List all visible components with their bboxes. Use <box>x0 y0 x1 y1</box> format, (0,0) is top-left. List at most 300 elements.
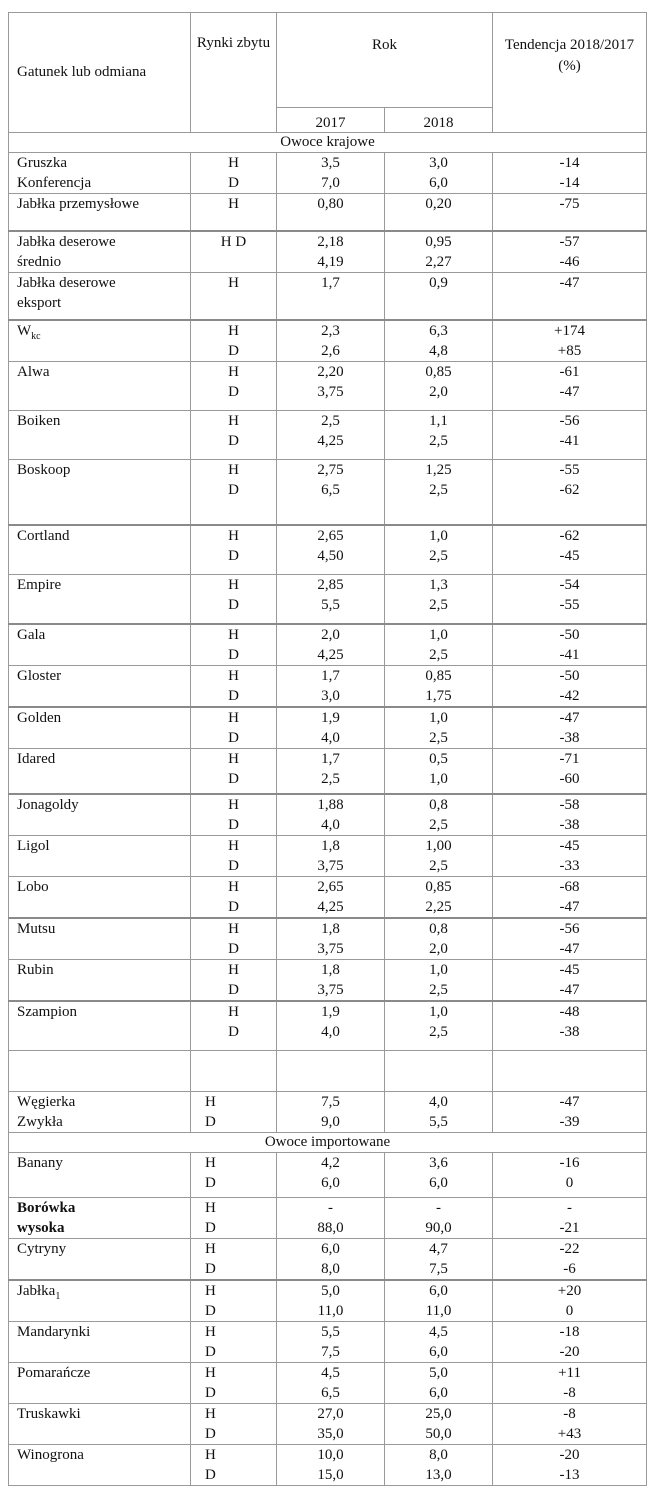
cell-name <box>9 231 191 273</box>
cell-line: 2,5 <box>429 1024 448 1040</box>
table-row <box>9 794 647 836</box>
cell-name <box>9 1198 191 1239</box>
cell-2018 <box>385 877 493 919</box>
cell-2018 <box>385 1322 493 1363</box>
cell-trend <box>493 1198 647 1239</box>
cell-line: Boiken <box>17 413 61 429</box>
cell-line: Gala <box>17 627 46 643</box>
cell-line: 1,00 <box>425 838 452 854</box>
cell-line: -61 <box>559 364 580 380</box>
cell-line: H <box>228 797 239 813</box>
cell-line: -50 <box>559 627 580 643</box>
cell-name <box>9 749 191 795</box>
cell-markets <box>191 411 277 460</box>
cell-line: eksport <box>17 295 62 311</box>
table-row <box>9 525 647 575</box>
cell-line: H <box>228 627 239 643</box>
cell-line: 8,0 <box>429 1447 448 1463</box>
cell-line: 3,75 <box>317 982 344 998</box>
cell-2017 <box>277 1153 385 1198</box>
cell-2017 <box>277 624 385 666</box>
cell-name <box>9 153 191 194</box>
cell-line: Zwykła <box>17 1114 63 1130</box>
cell-line: 3,0 <box>321 688 340 704</box>
section-header <box>9 1133 647 1153</box>
cell-line: 3,0 <box>429 155 448 171</box>
cell-line: -14 <box>559 175 580 191</box>
cell-line: -55 <box>559 462 580 478</box>
cell-line: 3,75 <box>317 384 344 400</box>
table-row <box>9 836 647 877</box>
cell-line: -47 <box>559 384 580 400</box>
cell-2017 <box>277 411 385 460</box>
cell-2017 <box>277 320 385 362</box>
cell-line: 90,0 <box>425 1220 452 1236</box>
cell-line: 1,0 <box>429 771 448 787</box>
cell-line: 2,65 <box>317 528 344 544</box>
cell-line: D <box>228 1024 239 1040</box>
cell-line: Empire <box>17 577 62 593</box>
cell-line: 2,5 <box>429 433 448 449</box>
cell-2017 <box>277 749 385 795</box>
cell-line: H <box>228 921 239 937</box>
cell-line: D <box>228 384 239 400</box>
table-row <box>9 1153 647 1198</box>
cell-line: 2,5 <box>321 413 340 429</box>
cell-line: 1,1 <box>429 413 448 429</box>
cell-2017 <box>277 1001 385 1051</box>
cell-line: Ligol <box>17 838 50 854</box>
cell-line: 4,7 <box>429 1241 448 1257</box>
cell-trend <box>493 575 647 625</box>
cell-markets <box>191 1198 277 1239</box>
cell-line: H <box>228 751 239 767</box>
cell-name <box>9 194 191 232</box>
cell-line: 6,0 <box>429 1283 448 1299</box>
cell-name <box>9 960 191 1002</box>
cell-markets <box>191 231 277 273</box>
cell-line: 1,7 <box>321 275 340 291</box>
table-row <box>9 1363 647 1404</box>
cell-line: 25,0 <box>425 1406 452 1422</box>
cell-2018 <box>385 1198 493 1239</box>
cell-line: 6,0 <box>321 1175 340 1191</box>
table-row <box>9 411 647 460</box>
cell-line: 2,5 <box>429 597 448 613</box>
cell-line: H <box>228 323 239 339</box>
cell-trend <box>493 320 647 362</box>
cell-line: 5,5 <box>321 597 340 613</box>
cell-line: 6,3 <box>429 323 448 339</box>
cell-line: -45 <box>559 548 580 564</box>
cell-markets <box>191 153 277 194</box>
cell-trend <box>493 666 647 708</box>
cell-line: 5,5 <box>321 1324 340 1340</box>
cell-line: -60 <box>559 771 580 787</box>
cell-2017 <box>277 1363 385 1404</box>
cell-2018 <box>385 153 493 194</box>
cell-line: D <box>228 647 239 663</box>
cell-line: 4,0 <box>429 1094 448 1110</box>
cell-line: - <box>328 1200 333 1216</box>
cell-2018 <box>385 1153 493 1198</box>
header-year: Rok <box>277 13 493 108</box>
cell-line: 27,0 <box>317 1406 344 1422</box>
cell-line: H <box>228 528 239 544</box>
cell-2017 <box>277 1198 385 1239</box>
cell-line: -50 <box>559 668 580 684</box>
cell-name <box>9 794 191 836</box>
cell-line: -47 <box>559 275 580 291</box>
cell-line: 2,5 <box>429 730 448 746</box>
cell-name <box>9 1092 191 1133</box>
cell-line: -16 <box>559 1155 580 1171</box>
cell-line: H <box>228 668 239 684</box>
cell-line: 7,5 <box>321 1344 340 1360</box>
cell-line: 4,5 <box>429 1324 448 1340</box>
cell-name <box>9 1322 191 1363</box>
cell-line: 5,0 <box>321 1283 340 1299</box>
cell-line: Truskawki <box>17 1406 81 1422</box>
cell-line: 5,5 <box>429 1114 448 1130</box>
cell-line: H <box>205 1283 216 1299</box>
cell-line: 2,5 <box>429 817 448 833</box>
cell-trend <box>493 624 647 666</box>
cell-line: Jabłka$_1$ <box>17 1283 61 1302</box>
cell-line: 35,0 <box>317 1426 344 1442</box>
cell-line: -56 <box>559 921 580 937</box>
cell-line: D <box>228 175 239 191</box>
cell-line: 4,25 <box>317 647 344 663</box>
cell-line: D <box>228 817 239 833</box>
cell-line: D <box>228 941 239 957</box>
cell-name <box>9 1153 191 1198</box>
cell-2018 <box>385 960 493 1002</box>
cell-name <box>9 877 191 919</box>
cell-line: Gruszka <box>17 155 67 171</box>
cell-markets <box>191 877 277 919</box>
cell-2018 <box>385 1001 493 1051</box>
cell-line: H <box>228 879 239 895</box>
cell-line: H <box>205 1365 216 1381</box>
cell-line: +174 <box>554 323 585 339</box>
table-row <box>9 707 647 749</box>
cell-2018 <box>385 1363 493 1404</box>
cell-2018 <box>385 836 493 877</box>
cell-line: D <box>228 982 239 998</box>
cell-line: 0,20 <box>425 196 452 212</box>
cell-markets <box>191 960 277 1002</box>
table-row <box>9 1404 647 1445</box>
cell-trend <box>493 1239 647 1281</box>
cell-line: -21 <box>559 1220 580 1236</box>
cell-line: H <box>228 1004 239 1020</box>
cell-line: -55 <box>559 597 580 613</box>
cell-line: 10,0 <box>317 1447 344 1463</box>
cell-2017 <box>277 194 385 232</box>
cell-markets <box>191 666 277 708</box>
cell-line: Cytryny <box>17 1241 67 1257</box>
cell-line: -71 <box>559 751 580 767</box>
cell-2018 <box>385 666 493 708</box>
section-header <box>9 133 647 153</box>
cell-line: Gloster <box>17 668 62 684</box>
table-row <box>9 1280 647 1322</box>
cell-line: 4,5 <box>321 1365 340 1381</box>
cell-2017 <box>277 362 385 411</box>
cell-name <box>9 918 191 960</box>
cell-line: 6,0 <box>429 1385 448 1401</box>
cell-2018 <box>385 194 493 232</box>
cell-line: H <box>205 1406 216 1422</box>
cell-line: - <box>567 1200 573 1216</box>
cell-markets <box>191 707 277 749</box>
cell-line: 3,75 <box>317 941 344 957</box>
cell-line: D <box>228 482 239 498</box>
cell-name <box>9 707 191 749</box>
cell-line: Cortland <box>17 528 70 544</box>
cell-name <box>9 575 191 625</box>
cell-line: Golden <box>17 710 62 726</box>
cell-line: 7,0 <box>321 175 340 191</box>
cell-2018 <box>385 525 493 575</box>
cell-line: $W_{kc}$ <box>17 323 41 342</box>
cell-line: H <box>205 1447 216 1463</box>
price-table <box>8 12 647 1486</box>
cell-line: 1,3 <box>429 577 448 593</box>
cell-line: 3,75 <box>317 858 344 874</box>
cell-line: 1,7 <box>321 751 340 767</box>
cell-line: -6 <box>563 1261 576 1277</box>
cell-markets <box>191 1153 277 1198</box>
cell-line: D <box>205 1344 216 1360</box>
cell-line: H <box>205 1094 216 1110</box>
cell-2018 <box>385 411 493 460</box>
cell-line: H <box>228 462 239 478</box>
cell-trend <box>493 877 647 919</box>
cell-line: 2,5 <box>321 771 340 787</box>
cell-line: H <box>228 155 239 171</box>
cell-trend <box>493 707 647 749</box>
cell-line: 1,0 <box>429 710 448 726</box>
cell-line: D <box>228 730 239 746</box>
cell-line: D <box>205 1303 216 1319</box>
cell-line: średnio <box>17 254 62 270</box>
cell-2017 <box>277 1445 385 1486</box>
cell-line: 1,0 <box>429 627 448 643</box>
cell-line: -20 <box>559 1447 580 1463</box>
cell-line: H <box>228 364 239 380</box>
empty-cell <box>277 1051 385 1092</box>
cell-line: D <box>205 1175 216 1191</box>
cell-2018 <box>385 1404 493 1445</box>
cell-name <box>9 1363 191 1404</box>
cell-markets <box>191 1322 277 1363</box>
cell-line: -38 <box>559 1024 580 1040</box>
cell-line: Konferencja <box>17 175 92 191</box>
cell-line: 1,0 <box>429 1004 448 1020</box>
cell-line: 2,85 <box>317 577 344 593</box>
cell-line: Mutsu <box>17 921 56 937</box>
cell-2018 <box>385 231 493 273</box>
cell-2017 <box>277 836 385 877</box>
cell-line: 2,25 <box>425 899 452 915</box>
cell-line: Alwa <box>17 364 50 380</box>
table-row <box>9 575 647 625</box>
cell-line: D <box>205 1261 216 1277</box>
cell-2017 <box>277 153 385 194</box>
cell-2018 <box>385 1445 493 1486</box>
cell-trend <box>493 1001 647 1051</box>
cell-line: 2,5 <box>429 858 448 874</box>
name-subscript: 1 <box>55 1291 61 1302</box>
cell-line: -62 <box>559 528 580 544</box>
cell-line: D <box>205 1220 216 1236</box>
empty-cell <box>191 1051 277 1092</box>
table-row <box>9 624 647 666</box>
table-body <box>9 133 647 1486</box>
cell-2017 <box>277 877 385 919</box>
cell-markets <box>191 1280 277 1322</box>
cell-line: 11,0 <box>425 1303 452 1319</box>
cell-line: Idared <box>17 751 56 767</box>
cell-trend <box>493 1322 647 1363</box>
cell-line: Jabłka deserowe <box>17 234 116 250</box>
cell-line: Jonagoldy <box>17 797 79 813</box>
cell-markets <box>191 1239 277 1281</box>
cell-line: 2,0 <box>429 941 448 957</box>
cell-line: 13,0 <box>425 1467 452 1483</box>
header-species: Gatunek lub odmiana <box>9 13 191 133</box>
cell-line: 0,85 <box>425 879 452 895</box>
cell-line: 2,65 <box>317 879 344 895</box>
cell-trend <box>493 960 647 1002</box>
cell-markets <box>191 575 277 625</box>
cell-line: -62 <box>559 482 580 498</box>
cell-line: Jabłka deserowe <box>17 275 116 291</box>
cell-2017 <box>277 666 385 708</box>
cell-line: -42 <box>559 688 580 704</box>
cell-line: 7,5 <box>321 1094 340 1110</box>
cell-markets <box>191 1363 277 1404</box>
cell-name <box>9 1280 191 1322</box>
cell-trend <box>493 362 647 411</box>
cell-line: 4,25 <box>317 899 344 915</box>
cell-line: -47 <box>559 941 580 957</box>
cell-trend <box>493 1153 647 1198</box>
cell-line: 6,0 <box>429 1344 448 1360</box>
header-year-2018: 2018 <box>385 108 493 133</box>
cell-name <box>9 1001 191 1051</box>
cell-2017 <box>277 575 385 625</box>
cell-line: 0,8 <box>429 797 448 813</box>
cell-line: 0 <box>565 1175 574 1191</box>
cell-line: 4,0 <box>321 730 340 746</box>
cell-line: -22 <box>559 1241 580 1257</box>
name-subscript: kc <box>31 331 41 342</box>
cell-line: Rubin <box>17 962 54 978</box>
cell-line: 6,5 <box>321 1385 340 1401</box>
table-row <box>9 1092 647 1133</box>
cell-line: 11,0 <box>317 1303 344 1319</box>
cell-name <box>9 666 191 708</box>
table-row <box>9 918 647 960</box>
cell-line: -33 <box>559 858 580 874</box>
cell-name <box>9 836 191 877</box>
cell-trend <box>493 194 647 232</box>
empty-cell <box>9 1051 191 1092</box>
cell-line: -20 <box>559 1344 580 1360</box>
cell-line: 4,8 <box>429 343 448 359</box>
cell-markets <box>191 749 277 795</box>
cell-name <box>9 411 191 460</box>
cell-line: 7,5 <box>429 1261 448 1277</box>
cell-line: 2,27 <box>425 254 452 270</box>
cell-line: 1,9 <box>321 710 340 726</box>
cell-line: -47 <box>559 899 580 915</box>
cell-markets <box>191 1092 277 1133</box>
cell-line: H <box>205 1324 216 1340</box>
cell-2018 <box>385 575 493 625</box>
cell-markets <box>191 1001 277 1051</box>
cell-name <box>9 1445 191 1486</box>
cell-line: Węgierka <box>17 1094 76 1110</box>
cell-line: -75 <box>559 196 580 212</box>
cell-name <box>9 624 191 666</box>
cell-line: H <box>228 962 239 978</box>
cell-line: 0,85 <box>425 364 452 380</box>
cell-2017 <box>277 1322 385 1363</box>
cell-trend <box>493 836 647 877</box>
cell-line: 2,5 <box>429 548 448 564</box>
cell-2017 <box>277 960 385 1002</box>
cell-2018 <box>385 918 493 960</box>
cell-line: 0,80 <box>317 196 344 212</box>
cell-trend <box>493 794 647 836</box>
cell-line: 8,0 <box>321 1261 340 1277</box>
cell-line: 3,6 <box>429 1155 448 1171</box>
cell-name <box>9 320 191 362</box>
cell-trend <box>493 460 647 526</box>
cell-line: -45 <box>559 962 580 978</box>
cell-line: 50,0 <box>425 1426 452 1442</box>
cell-line: 5,0 <box>429 1365 448 1381</box>
cell-trend <box>493 411 647 460</box>
cell-line: -57 <box>559 234 580 250</box>
cell-2018 <box>385 624 493 666</box>
cell-line: 6,0 <box>429 175 448 191</box>
cell-line: D <box>228 771 239 787</box>
cell-line: 2,6 <box>321 343 340 359</box>
cell-line: 0 <box>565 1303 574 1319</box>
cell-line: 4,2 <box>321 1155 340 1171</box>
cell-line: D <box>228 597 239 613</box>
cell-line: 1,0 <box>429 528 448 544</box>
cell-line: H <box>205 1155 216 1171</box>
cell-line: 0,85 <box>425 668 452 684</box>
header-trend: Tendencja 2018/2017 (%) <box>493 13 647 133</box>
cell-2017 <box>277 707 385 749</box>
cell-trend <box>493 231 647 273</box>
cell-line: 0,95 <box>425 234 452 250</box>
cell-line: +20 <box>557 1283 582 1299</box>
table-row <box>9 273 647 321</box>
cell-line: D <box>228 433 239 449</box>
cell-line: 88,0 <box>317 1220 344 1236</box>
cell-line: +11 <box>558 1365 581 1381</box>
cell-line: -41 <box>559 433 580 449</box>
cell-line: Pomarańcze <box>17 1365 91 1381</box>
